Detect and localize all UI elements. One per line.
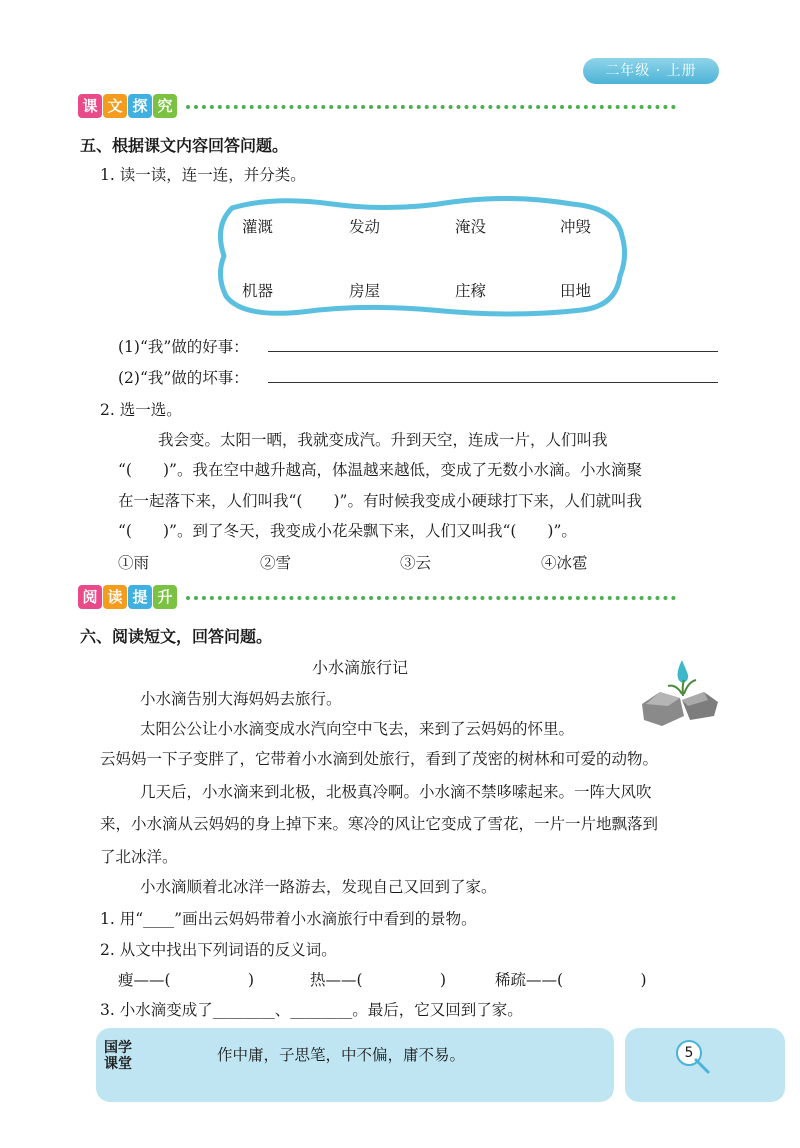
section-header-kewen: [78, 94, 178, 124]
good-deeds-label: (1)“我”做的好事：: [118, 338, 249, 356]
story-title: 小水滴旅行记: [312, 658, 409, 677]
section-tile: 阅: [78, 585, 102, 609]
question-6-title: 六、阅读短文，回答问题。: [80, 627, 273, 646]
word-item[interactable]: 机器: [242, 282, 274, 300]
bad-deeds-label: (2)“我”做的坏事：: [118, 369, 249, 387]
dotted-divider: [186, 105, 676, 109]
page-number: 5: [676, 1040, 702, 1066]
word-item[interactable]: 房屋: [349, 282, 381, 300]
paragraph-line: 我会变。太阳一晒，我就变成汽。升到天空，连成一片，人们叫我: [158, 431, 608, 449]
good-deeds-answer-line[interactable]: [268, 351, 718, 352]
guoxue-panel: [96, 1028, 614, 1102]
option-item[interactable]: ②雪: [260, 554, 292, 572]
story-line: 了北冰洋。: [100, 848, 178, 866]
word-item[interactable]: 冲毁: [560, 218, 592, 236]
question-5-sub1: 1. 读一读，连一连，并分类。: [100, 166, 306, 184]
option-item[interactable]: ①雨: [118, 554, 150, 572]
guoxue-label: [104, 1040, 132, 1072]
magnifier-handle-icon: [694, 1058, 712, 1076]
option-item[interactable]: ③云: [400, 554, 432, 572]
story-line: 几天后，小水滴来到北极，北极真冷啊。小水滴不禁哆嗦起来。一阵大风吹: [140, 783, 652, 801]
grade-tab: 二年级 · 上册: [583, 58, 719, 84]
question-5-title: 五、根据课文内容回答问题。: [80, 136, 289, 155]
word-item[interactable]: 庄稼: [455, 282, 487, 300]
paragraph-line: “( )”。到了冬天，我变成小花朵飘下来，人们又叫我“( )”。: [118, 522, 577, 540]
section-tile: 课: [78, 94, 102, 118]
question-6-sub1: 1. 用“____”画出云妈妈带着小水滴旅行中看到的景物。: [100, 910, 477, 928]
paragraph-line: 在一起落下来，人们叫我“( )”。有时候我变成小硬球打下来，人们就叫我: [118, 492, 642, 510]
story-line: 云妈妈一下子变胖了，它带着小水滴到处旅行，看到了茂密的树林和可爱的动物。: [100, 750, 659, 768]
section-tile: 探: [128, 94, 152, 118]
section-tile: 文: [103, 94, 127, 118]
word-item[interactable]: 灌溉: [242, 218, 274, 236]
story-line: 小水滴告别大海妈妈去旅行。: [140, 690, 342, 708]
section-tile: 升: [153, 585, 177, 609]
word-item[interactable]: 淹没: [455, 218, 487, 236]
paragraph-line: “( )”。我在空中越升越高，体温越来越低，变成了无数小水滴。小水滴聚: [118, 461, 642, 479]
question-6-sub2: 2. 从文中找出下列词语的反义词。: [100, 941, 337, 959]
antonym-blank[interactable]: 瘦——( ): [118, 971, 255, 989]
section-tile: 究: [153, 94, 177, 118]
story-line: 来，小水滴从云妈妈的身上掉下来。寒冷的风让它变成了雪花，一片一片地飘落到: [100, 815, 659, 833]
question-5-sub2: 2. 选一选。: [100, 401, 182, 419]
bad-deeds-answer-line[interactable]: [268, 382, 718, 383]
section-tile: 提: [128, 585, 152, 609]
section-header-yuedu: [78, 585, 178, 615]
section-tile: 读: [103, 585, 127, 609]
water-drop-illustration: [638, 654, 720, 728]
story-line: 小水滴顺着北冰洋一路游去，发现自己又回到了家。: [140, 878, 497, 896]
antonym-blank[interactable]: 稀疏——( ): [495, 971, 647, 989]
guoxue-label-line: 国学: [104, 1040, 132, 1056]
word-item[interactable]: 田地: [560, 282, 592, 300]
word-item[interactable]: 发动: [349, 218, 381, 236]
antonym-blank[interactable]: 热——( ): [310, 971, 447, 989]
guoxue-label-line: 课堂: [104, 1056, 132, 1072]
dotted-divider: [186, 596, 676, 600]
story-line: 太阳公公让小水滴变成水汽向空中飞去，来到了云妈妈的怀里。: [140, 720, 575, 738]
guoxue-quote: 作中庸，子思笔，中不偏，庸不易。: [217, 1046, 466, 1064]
question-6-sub3: 3. 小水滴变成了________、________。最后，它又回到了家。: [100, 1001, 523, 1019]
option-item[interactable]: ④冰雹: [541, 554, 588, 572]
